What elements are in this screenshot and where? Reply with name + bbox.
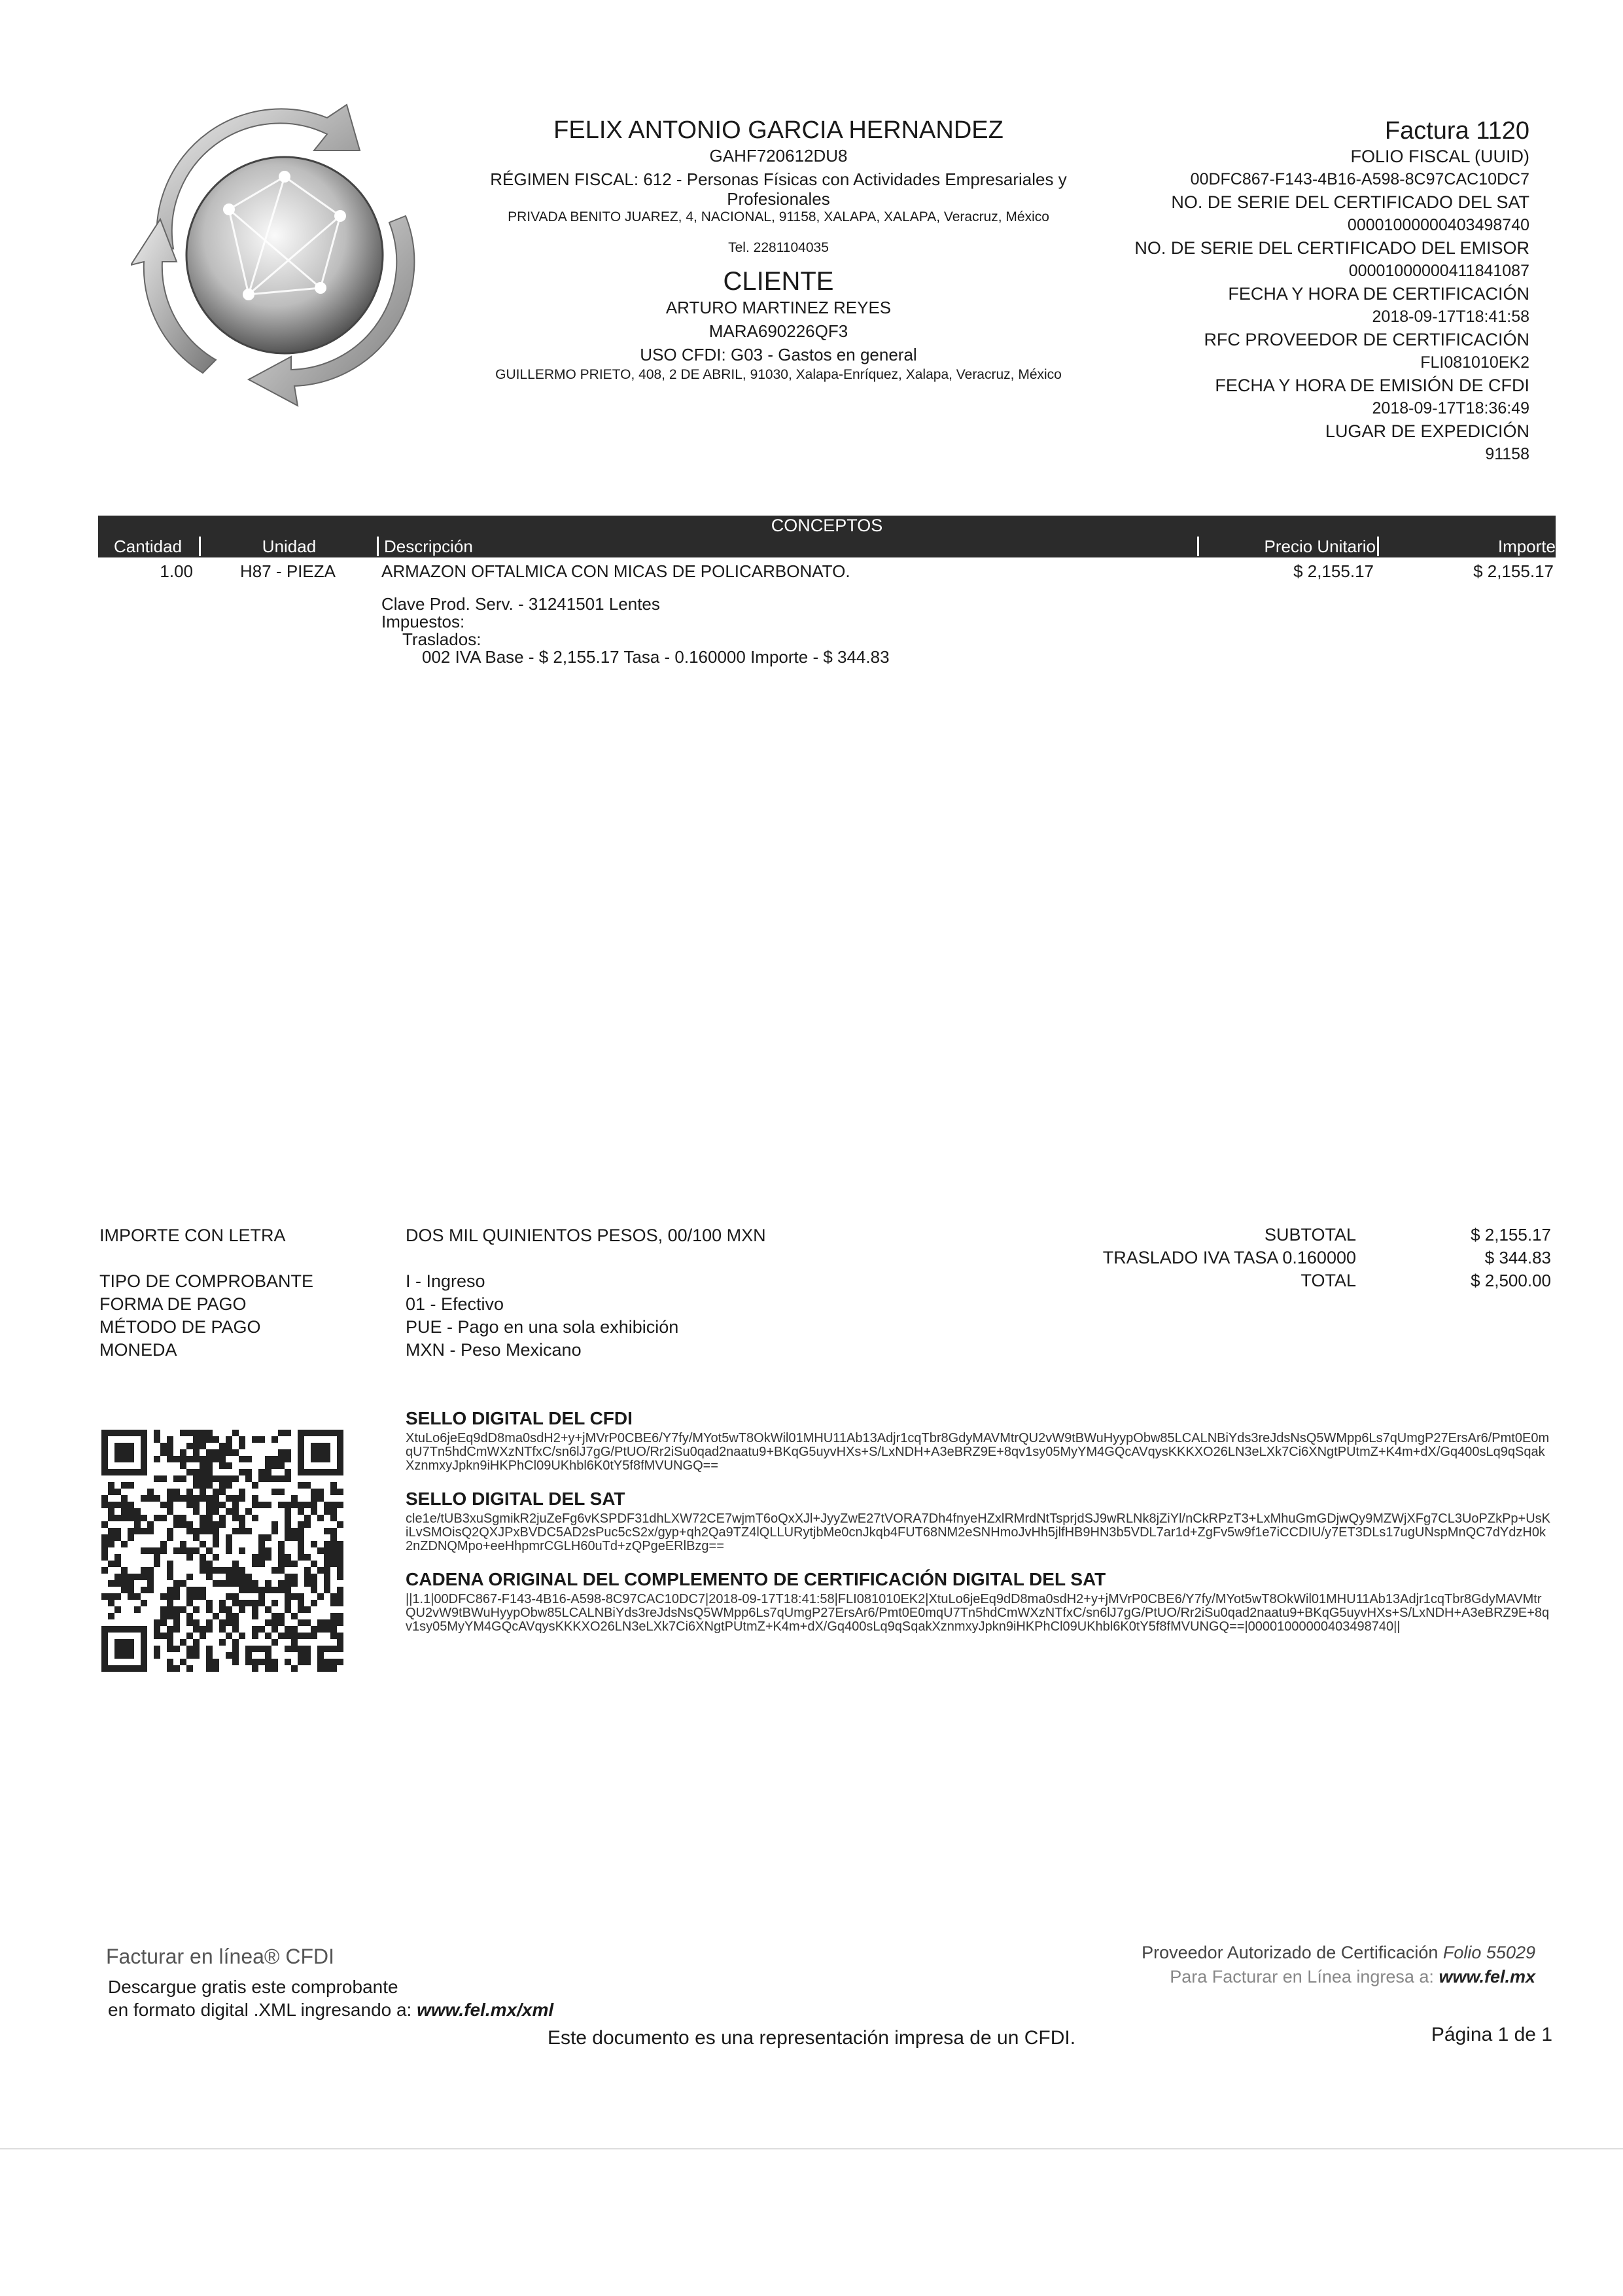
- footer-descarga-line1: Descargue gratis este comprobante: [108, 1977, 398, 1997]
- conceptos-title: CONCEPTOS: [98, 516, 1556, 535]
- cliente-uso-cfdi: USO CFDI: G03 - Gastos en general: [640, 345, 917, 364]
- tipo-label: TIPO DE COMPROBANTE: [99, 1271, 314, 1291]
- cadena-label: CADENA ORIGINAL DEL COMPLEMENTO DE CERTIFICACIÓN DIGITAL DEL SAT: [406, 1569, 1106, 1589]
- importe-letra-value: DOS MIL QUINIENTOS PESOS, 00/100 MXN: [406, 1226, 766, 1245]
- row-importe: $ 2,155.17: [1473, 561, 1554, 581]
- sello-sat-label: SELLO DIGITAL DEL SAT: [406, 1489, 625, 1509]
- footer-descarga-link[interactable]: www.fel.mx/xml: [417, 2000, 554, 2020]
- footer-descarga-line2: en formato digital .XML ingresando a:: [108, 2000, 412, 2020]
- total-value: $ 2,500.00: [1471, 1271, 1551, 1290]
- lugar-value: 91158: [1485, 445, 1529, 463]
- factura-info: [1006, 116, 1529, 466]
- fecha-cert-value: 2018-09-17T18:41:58: [1372, 308, 1529, 326]
- importe-letra-label: IMPORTE CON LETRA: [99, 1226, 286, 1245]
- metodo-label: MÉTODO DE PAGO: [99, 1317, 261, 1337]
- cliente-title: CLIENTE: [723, 267, 834, 296]
- iva-label: TRASLADO IVA TASA 0.160000: [1102, 1248, 1356, 1267]
- sello-cfdi-label: SELLO DIGITAL DEL CFDI: [406, 1408, 633, 1428]
- row-unidad: H87 - PIEZA: [240, 561, 336, 581]
- forma-label: FORMA DE PAGO: [99, 1294, 247, 1314]
- rfc-prov-label: RFC PROVEEDOR DE CERTIFICACIÓN: [1204, 330, 1529, 349]
- subtotal-value: $ 2,155.17: [1471, 1225, 1551, 1245]
- footer-ingresa-label: Para Facturar en Línea ingresa a:: [1170, 1967, 1434, 1987]
- rfc-prov-value: FLI081010EK2: [1420, 353, 1529, 372]
- moneda-label: MONEDA: [99, 1340, 177, 1360]
- sello-sat-value: cle1e/tUB3xuSgmikR2juZeFg6vKSPDF31dhLXW72CE7wjmT6oQxXJl+JyyZwE27tVORA7Dh4fnyeHZxlRMrdNtTsprjdSJ9wRLNk8jZiYl/nCkRPzT3+LxMhuGmGDjwQy9MZWjXFg7CL3UoPZkPp+UsKiLvSMOisQ2QXJPxBVDC5AD2sPuc5cS2x/gyp+qh2Qa9TZ4lQLLURytjbMe0cnJkqb4FUT68NM2eSNHmoJvHh5jlfHB9HN3b5VDL7ar1d+ZgFv5w9f1e7iCCDIU/y7ET3DLs17ugUNspMnQC7dYdzH0k2nZDNQMpo+eeHhpmrCGLH60uTd+zQPgeERlBzg==: [406, 1511, 1550, 1553]
- fecha-cert-label: FECHA Y HORA DE CERTIFICACIÓN: [1228, 284, 1529, 304]
- emisor-rfc: GAHF720612DU8: [709, 146, 848, 166]
- company-logo-globe: [131, 98, 432, 412]
- subtotal-label: SUBTOTAL: [1264, 1225, 1356, 1245]
- folio-label: FOLIO FISCAL (UUID): [1350, 147, 1529, 166]
- total-label: TOTAL: [1300, 1271, 1356, 1290]
- footer-proveedor-folio: Folio 55029: [1442, 1943, 1535, 1962]
- row-traslados: Traslados:: [402, 629, 481, 649]
- col-descripcion: Descripción: [377, 537, 1202, 556]
- emisor-domicilio: PRIVADA BENITO JUAREZ, 4, NACIONAL, 91158, XALAPA, XALAPA, Veracruz, México: [508, 209, 1049, 224]
- row-cantidad: 1.00: [160, 561, 193, 581]
- footer-descarga: [108, 1975, 553, 2021]
- conceptos-header-row: [98, 535, 1556, 557]
- col-unidad: Unidad: [199, 537, 377, 556]
- cadena-value: ||1.1|00DFC867-F143-4B16-A598-8C97CAC10DC7|2018-09-17T18:41:58|FLI081010EK2|XtuLo6jeEq9dD8ma0sdH2+y+jMVrP0CBE6/Y7fy/MYot5wT8OkWil01MHU11Ab13Adjr1cqTbr8GdyMAVMtrQU2vW9tBWuHyypObw85LCALNBiYds3reJdsNsQ5WMpp6Ls7qUmgP27ErsAr6/Pmt0E0mqU7Tn5hdCmWXzNTfxC/sn6lJ7gG/PtUO/Rr2iSu0qad2naatu9+BKqG5uyvHXs+S/LxNDH+A3eBRZ9E+8qv1sy05MyYM4GQcAVqysKKKXO26LN3eLXk7Ci6XNgtPUtmZ+K4m+dX/Gq400sLq9qSqakXznmxyJpkn9iHKPhCl09UKhbl6K0tY5f8fMVUNGQ==|00001000000403498740||: [406, 1592, 1550, 1634]
- cert-sat-value: 00001000000403498740: [1347, 216, 1529, 234]
- col-importe: Importe: [1377, 537, 1556, 556]
- footer-ingresa-link[interactable]: www.fel.mx: [1439, 1967, 1535, 1987]
- qr-code: [101, 1430, 343, 1672]
- row-iva: 002 IVA Base - $ 2,155.17 Tasa - 0.160000 Importe - $ 344.83: [422, 647, 890, 667]
- metodo-value: PUE - Pago en una sola exhibición: [406, 1317, 679, 1337]
- page-divider: [0, 2148, 1623, 2149]
- emisor-regimen: RÉGIMEN FISCAL: 612 - Personas Físicas con Actividades Empresariales y Profesionales: [490, 169, 1067, 209]
- row-impuestos: Impuestos:: [381, 612, 465, 631]
- tipo-value: I - Ingreso: [406, 1271, 485, 1291]
- lugar-label: LUGAR DE EXPEDICIÓN: [1325, 421, 1529, 441]
- row-descripcion: ARMAZON OFTALMICA CON MICAS DE POLICARBONATO.: [381, 561, 850, 581]
- footer-brand: Facturar en línea® CFDI: [106, 1945, 335, 1968]
- fecha-emision-value: 2018-09-17T18:36:49: [1372, 399, 1529, 417]
- page-number: Página 1 de 1: [1431, 2024, 1552, 2045]
- forma-value: 01 - Efectivo: [406, 1294, 504, 1314]
- cert-emisor-label: NO. DE SERIE DEL CERTIFICADO DEL EMISOR: [1134, 238, 1529, 258]
- col-cantidad: Cantidad: [113, 537, 183, 556]
- factura-title: Factura 1120: [1384, 117, 1529, 145]
- footer-proveedor-label: Proveedor Autorizado de Certificación: [1142, 1943, 1439, 1962]
- footer-leyenda: Este documento es una representación impresa de un CFDI.: [547, 2027, 1076, 2049]
- row-clave: Clave Prod. Serv. - 31241501 Lentes: [381, 594, 660, 614]
- moneda-value: MXN - Peso Mexicano: [406, 1340, 582, 1360]
- row-detalle: [381, 595, 890, 666]
- sello-cfdi-value: XtuLo6jeEq9dD8ma0sdH2+y+jMVrP0CBE6/Y7fy/MYot5wT8OkWil01MHU11Ab13Adjr1cqTbr8GdyMAVMtrQU2vW9tBWuHyypObw85LCALNBiYds3reJdsNsQ5WMpp6Ls7qUmgP27ErsAr6/Pmt0E0mqU7Tn5hdCmWXzNTfxC/sn6lJ7gG/PtUO/Rr2iSu0qad2naatu9+BKqG5uyvHXs+S/LxNDH+A3eBRZ9E+8qv1sy05MyYM4GQcAVqysKKKXO26LN3eLXk7Ci6XNgtPUtmZ+K4m+dX/Gq400sLq9qSqakXznmxyJpkn9iHKPhCl09UKhbl6K0tY5f8fMVUNGQ==: [406, 1431, 1550, 1473]
- cliente-rfc: MARA690226QF3: [708, 321, 848, 341]
- emisor-telefono: Tel. 2281104035: [728, 240, 829, 255]
- fecha-emision-label: FECHA Y HORA DE EMISIÓN DE CFDI: [1215, 376, 1529, 395]
- footer-proveedor: [881, 1941, 1535, 1989]
- cliente-domicilio: GUILLERMO PRIETO, 408, 2 DE ABRIL, 91030, Xalapa-Enríquez, Xalapa, Veracruz, México: [495, 367, 1062, 382]
- emisor-name: FELIX ANTONIO GARCIA HERNANDEZ: [553, 116, 1003, 144]
- cert-emisor-value: 00001000000411841087: [1348, 262, 1529, 280]
- col-precio: Precio Unitario: [1197, 537, 1376, 556]
- cert-sat-label: NO. DE SERIE DEL CERTIFICADO DEL SAT: [1171, 192, 1529, 212]
- cliente-nombre: ARTURO MARTINEZ REYES: [665, 298, 892, 317]
- row-precio: $ 2,155.17: [1293, 561, 1374, 581]
- folio-value: 00DFC867-F143-4B16-A598-8C97CAC10DC7: [1190, 170, 1529, 188]
- iva-value: $ 344.83: [1484, 1248, 1551, 1267]
